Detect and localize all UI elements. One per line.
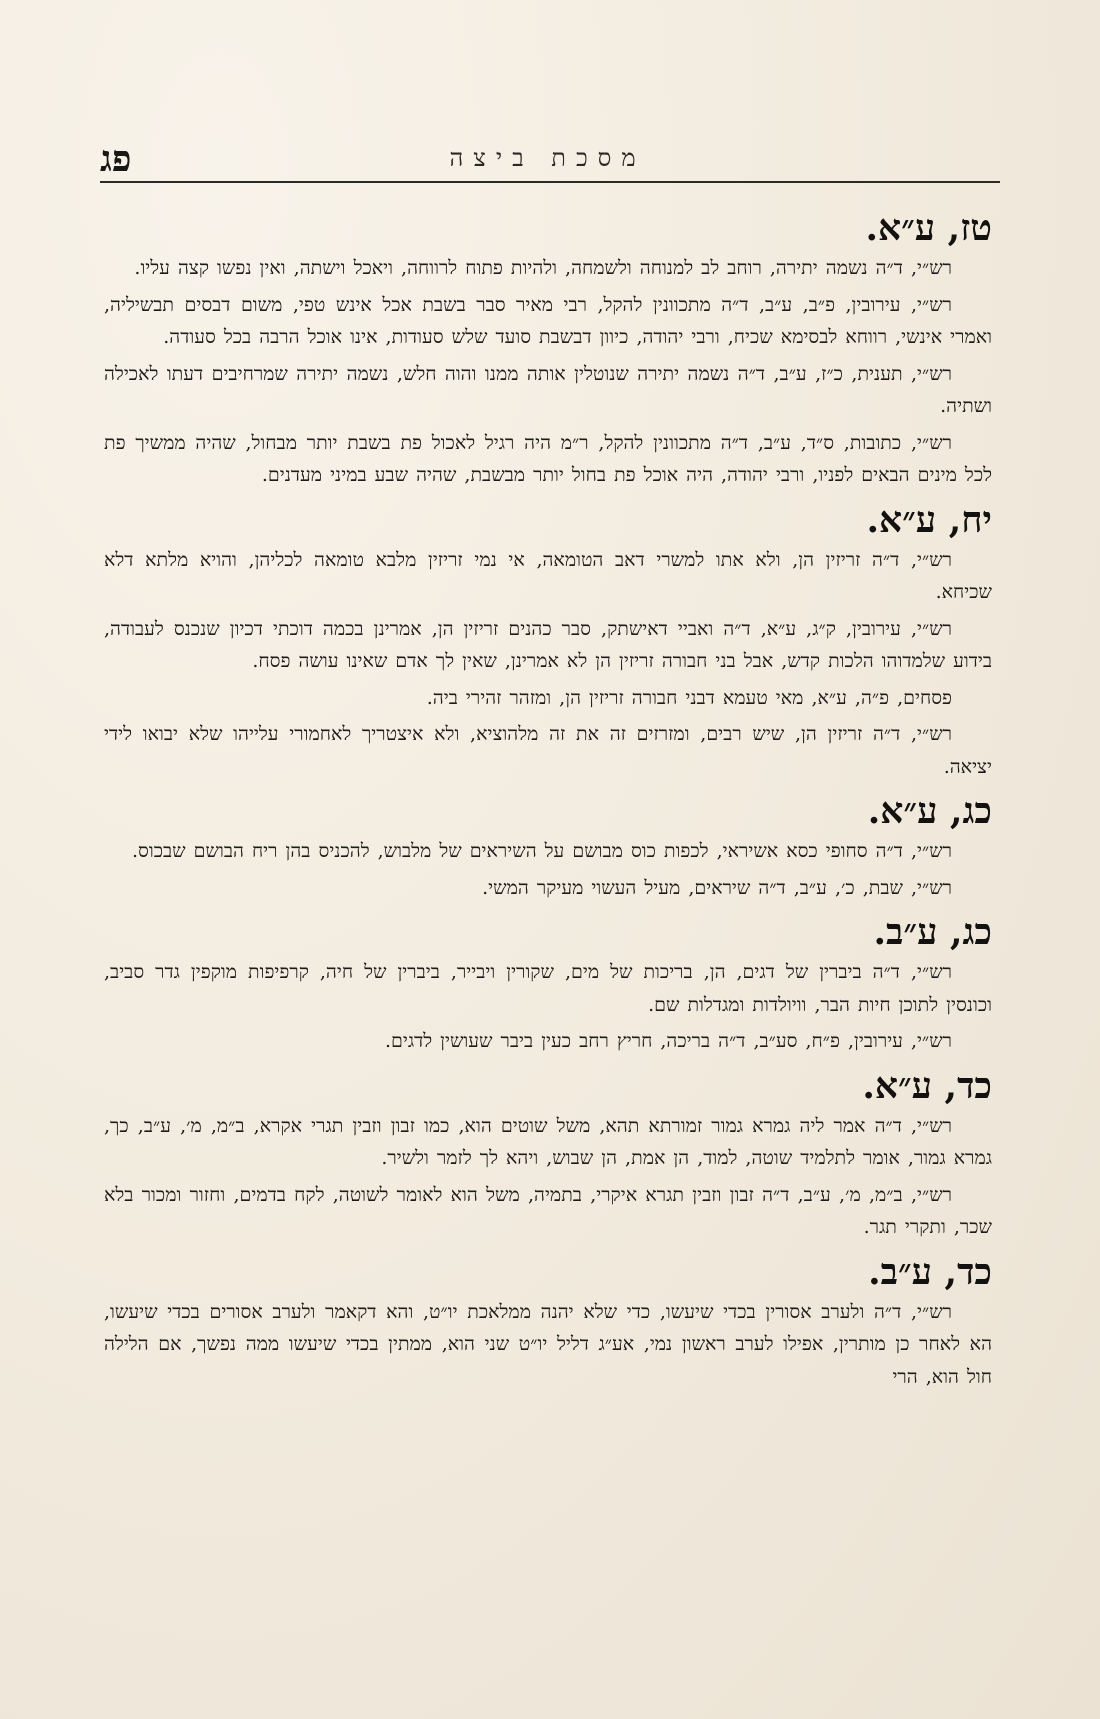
paragraph: רש״י, שבת, כ׳, ע״ב, ד״ה שיראים, מעיל העשוי מעיקר המשי. bbox=[482, 876, 952, 899]
paragraph: רש״י, עירובין, פ״ב, ע״ב, ד״ה מתכוונין להקל, רבי מאיר סבר בשבת אכל אינש טפי, משום דבסים תבשיליה, ואמרי אינשי, רווחא לבסימא שכיח, ורבי יהודה, כיוון דבשבת סועד שלש סעודות, אינו אוכל הרבה בכל סעודה. bbox=[104, 293, 992, 348]
section-24b bbox=[104, 1250, 992, 1394]
paragraph: רש״י, ב״מ, מ׳, ע״ב, ד״ה זבון וזבין תגרא איקרי, בתמיה, משל הוא לאומר לשוטה, לקח בדמים, וחזור ומכור בלא שכר, ותקרי תגר. bbox=[104, 1183, 992, 1238]
section-heading: כד, ע״א. bbox=[862, 1064, 992, 1107]
paragraph: רש״י, ד״ה זריזין הן, שיש רבים, ומזרזים זה את זה מלהוציא, ולא איצטריך לאחמורי עלייהו שלא יבואו לידי יציאה. bbox=[104, 723, 992, 778]
paragraph: פסחים, פ״ה, ע״א, מאי טעמא דבני חבורה זריזין הן, ומזהר זהירי ביה. bbox=[426, 686, 952, 709]
paragraph: רש״י, ד״ה ביברין של דגים, הן, בריכות של מים, שקורין ויבייר, ביברין של חיה, קרפיפות מוקפין גדר סביב, וכונסין לתוכן חיות הבר, וויולדות ומגדלות שם. bbox=[104, 961, 992, 1016]
paragraph: רש״י, ד״ה ולערב אסורין בכדי שיעשו, כדי שלא יהנה ממלאכת יו״ט, והא דקאמר ולערב אסורים בכדי שיעשו, הא לאחר כן מותרין, אפילו לערב ראשון נמי, אע״ג דליל יו״ט שני הוא, ממתין בכדי שיעשו ממה נפשך, אם הלילה חול הוא, הרי bbox=[104, 1300, 992, 1388]
page-header bbox=[100, 138, 995, 178]
paragraph: רש״י, כתובות, ס״ד, ע״ב, ד״ה מתכוונין להקל, ר״מ היה רגיל לאכול פת בשבת יותר מבחול, שהיה ממשיך פת לכל מינים הבאים לפניו, ורבי יהודה, היה אוכל פת בחול יותר מבשבת, שהיה שבע במיני מעדנים. bbox=[104, 431, 992, 486]
main-text bbox=[104, 200, 992, 1397]
section-23b bbox=[104, 910, 992, 1058]
section-heading: כג, ע״ב. bbox=[873, 911, 992, 953]
section-16a bbox=[104, 206, 992, 492]
paragraph: רש״י, עירובין, ק״ג, ע״א, ד״ה ואביי דאישתק, סבר כהנים זריזין הן, אמרינן בכמה דוכתי דכיון שנכנס לעבודה, בידוע שלמדוהו הלכות קדש, אבל בני חבורה זריזין הן לא אמרינן, שאין לך אדם שאינו עושה פסח. bbox=[104, 617, 992, 672]
section-heading: כד, ע״ב. bbox=[868, 1250, 992, 1293]
running-title: מסכת ביצה bbox=[449, 144, 646, 172]
section-heading: כג, ע״א. bbox=[867, 790, 992, 832]
paragraph: רש״י, תענית, כ״ז, ע״ב, ד״ה נשמה יתירה שנוטלין אותה ממנו והוה חלש, נשמה יתירה שמרחיבים דעתו לאכילה ושתיה. bbox=[104, 362, 992, 417]
section-18a bbox=[104, 498, 992, 784]
paragraph: רש״י, עירובין, פ״ח, סע״ב, ד״ה בריכה, חריץ רחב כעין ביבר שעושין לדגים. bbox=[384, 1030, 952, 1052]
paragraph: רש״י, ד״ה סחופי כסא אשיראי, לכפות כוס מבושם על השיראים של מלבוש, להכניס בהן ריח הבושם שבכוס. bbox=[132, 840, 952, 862]
section-heading: טז, ע״א. bbox=[865, 207, 992, 249]
section-23a bbox=[104, 789, 992, 904]
section-heading: יח, ע״א. bbox=[866, 498, 992, 541]
paragraph: רש״י, ד״ה אמר ליה גמרא גמור זמורתא תהא, משל שוטים הוא, כמו זבון וזבין תגרי אקרא, ב״מ, מ׳, ע״ב, כך, גמרא גמור, אומר לתלמיד שוטה, למוד, הן אמת, הן שבוש, ויהא לך לזמר ולשיר. bbox=[104, 1114, 992, 1169]
paragraph: רש״י, ד״ה זריזין הן, ולא אתו למשרי דאב הטומאה, אי נמי זריזין מלבא טומאה לכליהן, והויא מלתא דלא שכיחא. bbox=[104, 548, 992, 603]
section-24a bbox=[104, 1064, 992, 1244]
paragraph: רש״י, ד״ה נשמה יתירה, רוחב לב למנוחה ולשמחה, ולהיות פתוח לרווחה, ויאכל וישתה, ואין נפשו קצה עליו. bbox=[134, 257, 952, 279]
page-number: פג bbox=[100, 138, 132, 180]
header-rule bbox=[100, 181, 1000, 183]
